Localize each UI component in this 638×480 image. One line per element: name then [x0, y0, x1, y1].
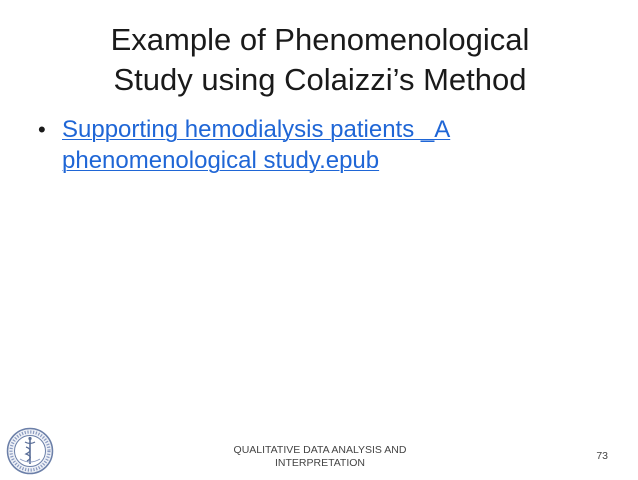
- footer-text: [220, 444, 420, 470]
- epub-file-link[interactable]: [62, 114, 582, 176]
- page-number: 73: [596, 450, 608, 462]
- slide-title: [60, 20, 580, 100]
- footer-text-line-1: QUALITATIVE DATA ANALYSIS AND: [233, 444, 407, 456]
- footer-text-line-2: INTERPRETATION: [274, 457, 366, 469]
- bullet-marker: •: [38, 117, 46, 142]
- epub-file-link-line-2: phenomenological study.epub: [62, 147, 380, 174]
- slide-title-line-2: Study using Colaizzi’s Method: [113, 62, 527, 97]
- epub-file-link-line-1: Supporting hemodialysis patients _A: [62, 116, 451, 143]
- institution-seal-icon: [6, 427, 54, 475]
- slide-title-line-1: Example of Phenomenological: [110, 22, 530, 57]
